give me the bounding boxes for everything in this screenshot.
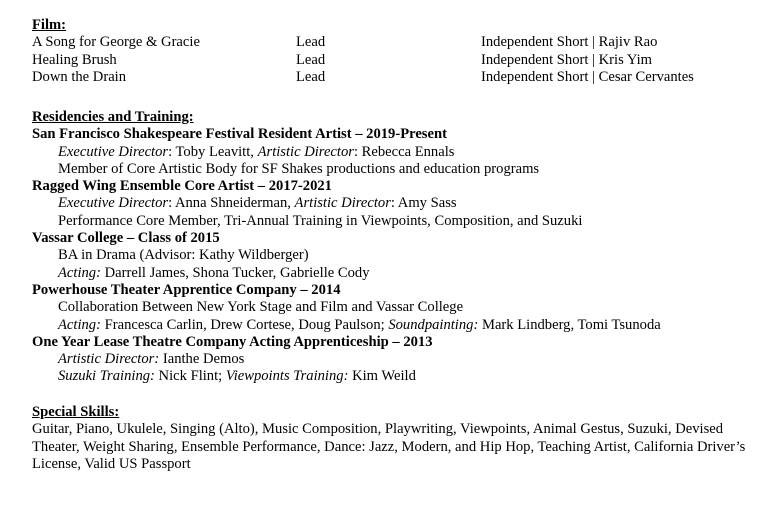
detail-label: Executive Director [58,143,169,160]
detail-label: Artistic Director: [58,351,160,368]
skills-section [32,404,748,473]
residency-detail-line [32,161,756,178]
detail-text: : Toby Leavitt, [168,143,258,160]
residency-detail-line [32,299,756,316]
film-role: Lead [296,68,326,85]
film-company: Independent Short | Cesar Cervantes [481,68,694,85]
residency-title: Ragged Wing Ensemble Core Artist – 2017-2021 [32,178,332,195]
detail-text: Nick Flint; [154,368,226,385]
residency-detail-line [32,144,756,161]
residency-detail-line [32,351,756,368]
detail-label: Soundpainting: [388,316,479,333]
residency-title: San Francisco Shakespeare Festival Resident Artist – 2019-Present [32,126,447,143]
detail-label: Artistic Director [257,143,354,160]
film-credit-row [32,52,756,69]
residencies-heading: Residencies and Training: [32,109,194,125]
film-credit-row [32,34,756,51]
detail-label: Artistic Director [294,195,391,212]
skills-text: Guitar, Piano, Ukulele, Singing (Alto), Music Composition, Playwriting, Viewpoints, Animal Gestus, Suzuki, Devised Theater, Weight Sharing, Ensemble Performance, Dance: Jazz, Modern, and Hip Hop, Teaching Artist, California Driver’s License, Valid US Passport [32,421,746,472]
detail-text: : Amy Sass [390,195,457,212]
residency-entry [32,282,756,334]
film-company: Independent Short | Kris Yim [481,51,652,68]
detail-text: Member of Core Artistic Body for SF Shakes productions and education programs [58,160,540,177]
film-title: Down the Drain [32,68,127,85]
residency-detail-line [32,247,756,264]
film-company: Independent Short | Rajiv Rao [481,34,658,51]
detail-label: Suzuki Training: [58,368,155,385]
film-heading: Film: [32,17,67,33]
detail-text: : Anna Shneiderman, [168,195,295,212]
residency-title: Powerhouse Theater Apprentice Company – 2014 [32,281,341,298]
detail-text: : Rebecca Ennals [353,143,455,160]
detail-text: Collaboration Between New York Stage and Film and Vassar College [58,299,464,316]
detail-text: Francesca Carlin, Drew Cortese, Doug Paulson; [100,316,389,333]
detail-text: Darrell James, Shona Tucker, Gabrielle Cody [100,264,370,281]
residency-entry [32,178,756,230]
residency-detail-line [32,265,756,282]
film-credits-list [32,34,756,86]
residency-detail-line [32,195,756,212]
film-role: Lead [296,34,326,51]
detail-text: Ianthe Demos [159,351,245,368]
residency-detail-line [32,317,756,334]
residencies-section [32,109,756,386]
skills-heading: Special Skills: [32,404,120,420]
detail-text: Performance Core Member, Tri-Annual Training in Viewpoints, Composition, and Suzuki [58,212,583,229]
detail-label: Viewpoints Training: [225,368,349,385]
detail-text: Mark Lindberg, Tomi Tsunoda [478,316,661,333]
film-title: Healing Brush [32,51,117,68]
residency-detail-line [32,368,756,385]
residency-entry [32,230,756,282]
detail-text: Kim Weild [348,368,416,385]
film-credit-row [32,69,756,86]
residency-title: Vassar College – Class of 2015 [32,230,220,247]
detail-label: Acting: [58,316,101,333]
residency-entry [32,334,756,386]
residency-detail-line [32,213,756,230]
residencies-list [32,126,756,385]
detail-text: BA in Drama (Advisor: Kathy Wildberger) [58,247,309,264]
film-section [32,17,756,86]
film-title: A Song for George & Gracie [32,34,200,51]
detail-label: Executive Director [58,195,169,212]
film-role: Lead [296,51,326,68]
detail-label: Acting: [58,264,101,281]
residency-title: One Year Lease Theatre Company Acting Apprenticeship – 2013 [32,333,433,350]
residency-entry [32,126,756,178]
